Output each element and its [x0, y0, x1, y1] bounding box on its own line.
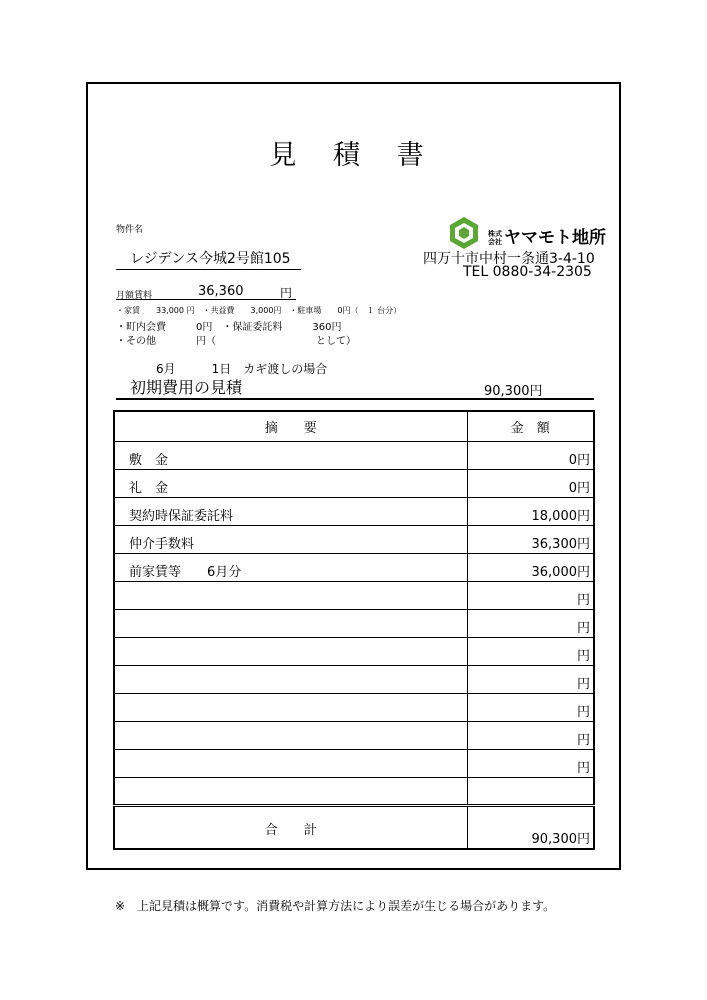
row-description	[114, 637, 467, 665]
table-row	[114, 637, 594, 665]
table-total-row	[114, 805, 594, 849]
rent-unit: 円	[280, 286, 293, 300]
table-row	[114, 721, 594, 749]
row-description	[114, 581, 467, 609]
rent-breakdown-line2: ・町内会費 0円 ・保証委託料 360円	[116, 322, 342, 333]
rent-amount: 36,360	[198, 284, 244, 299]
row-amount: 円	[467, 693, 594, 721]
total-amount: 90,300円	[467, 805, 594, 849]
row-description	[114, 609, 467, 637]
row-amount: 円	[467, 749, 594, 777]
row-description: 礼 金	[114, 469, 467, 497]
row-amount: 円	[467, 581, 594, 609]
table-row	[114, 777, 594, 805]
table-row	[114, 581, 594, 609]
table-row	[114, 525, 594, 553]
company-tel: TEL 0880-34-2305	[463, 264, 592, 280]
property-label: 物件名	[116, 225, 144, 235]
row-description: 前家賃等 6月分	[114, 553, 467, 581]
header-amount: 金 額	[467, 411, 594, 441]
table-row	[114, 469, 594, 497]
estimate-label: 初期費用の見積	[130, 378, 243, 397]
total-label: 合 計	[114, 805, 467, 849]
row-description: 仲介手数料	[114, 525, 467, 553]
row-amount: 36,300円	[467, 525, 594, 553]
table-row	[114, 441, 594, 469]
rent-breakdown-line1: ・家賃 33,000 円 ・共益費 3,000円 ・駐車場 0円（ １ 台分）	[116, 306, 402, 315]
company-address: 四万十市中村一条通3-4-10	[423, 251, 595, 267]
estimate-table	[113, 410, 595, 850]
rent-label: 月額賃料	[116, 291, 153, 301]
row-amount: 0円	[467, 469, 594, 497]
table-row	[114, 749, 594, 777]
kabushiki-mark: 株式 会社	[488, 230, 502, 246]
property-name: レジデンス今城2号館105	[116, 248, 301, 270]
row-description: 敷 金	[114, 441, 467, 469]
row-description	[114, 777, 467, 805]
estimate-underline	[116, 398, 594, 400]
table-row	[114, 693, 594, 721]
row-description	[114, 665, 467, 693]
row-description	[114, 721, 467, 749]
table-header-row	[114, 411, 594, 441]
footnote: ※ 上記見積は概算です。消費税や計算方法により誤差が生じる場合があります。	[115, 899, 556, 913]
table-row	[114, 497, 594, 525]
estimate-total: 90,300円	[484, 384, 543, 399]
row-amount: 36,000円	[467, 553, 594, 581]
table-row	[114, 665, 594, 693]
row-amount: 0円	[467, 441, 594, 469]
row-amount	[467, 777, 594, 805]
row-description	[114, 693, 467, 721]
row-amount: 円	[467, 665, 594, 693]
company-name: 株式 会社 ヤマモト地所	[488, 228, 606, 248]
table-row	[114, 609, 594, 637]
rent-row	[116, 285, 296, 300]
row-description	[114, 749, 467, 777]
row-amount: 円	[467, 637, 594, 665]
row-amount: 円	[467, 721, 594, 749]
row-amount: 円	[467, 609, 594, 637]
handover-date: 6月 1日 カギ渡しの場合	[156, 362, 328, 376]
row-amount: 18,000円	[467, 497, 594, 525]
header-description: 摘 要	[114, 411, 467, 441]
row-description: 契約時保証委託料	[114, 497, 467, 525]
table-row	[114, 553, 594, 581]
page-title: 見 積 書	[269, 140, 438, 171]
rent-breakdown-line3: ・その他 円（ として）	[116, 336, 356, 347]
company-logo-icon	[447, 216, 481, 250]
